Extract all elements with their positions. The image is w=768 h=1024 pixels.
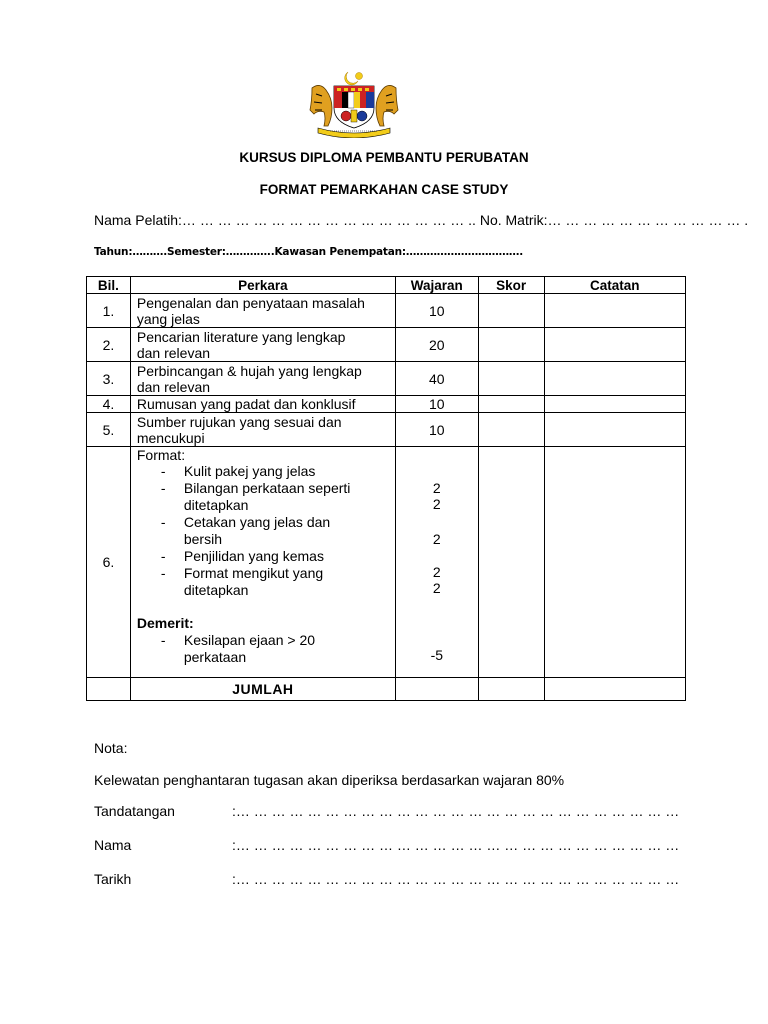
format-weights <box>395 447 478 678</box>
notes-cell[interactable] <box>544 294 686 328</box>
name-dots: :… … … … … … … … … … … … … … … … … … … … … … … … … <box>232 837 680 853</box>
bullet-dash: - <box>160 463 166 479</box>
demerit-label: Demerit: <box>136 615 194 631</box>
date-dots: :… … … … … … … … … … … … … … … … … … … … … … … … … <box>232 871 680 887</box>
trainee-name-matric-line: Nama Pelatih:… … … … … … … … … … … … … … … … .. No. Matrik:… … … … … … … … … … … . <box>94 212 749 228</box>
row-number: 3. <box>87 362 131 396</box>
course-title: KURSUS DIPLOMA PEMBANTU PERUBATAN <box>239 150 529 165</box>
notes-cell[interactable] <box>544 328 686 362</box>
row-number: 2. <box>87 328 131 362</box>
bullet-dash: - <box>160 632 166 648</box>
row-criterion <box>130 396 395 413</box>
total-empty-cell <box>87 678 131 701</box>
row-number: 6. <box>87 447 131 678</box>
row-number: 5. <box>87 413 131 447</box>
criterion-line: mencukupi <box>136 429 205 446</box>
weight-value: 2 <box>432 564 441 580</box>
score-cell[interactable] <box>478 328 544 362</box>
criterion-line: Perbincangan & hujah yang lengkap <box>136 362 362 379</box>
signature-dots: :… … … … … … … … … … … … … … … … … … … … … … … … … <box>232 803 680 819</box>
row-criterion <box>130 294 395 328</box>
format-item: bersih <box>183 531 222 547</box>
date-line[interactable] <box>94 871 679 887</box>
weight-value: 2 <box>432 580 441 596</box>
criterion-line: dan relevan <box>136 344 211 361</box>
score-cell[interactable] <box>478 362 544 396</box>
name-line[interactable] <box>94 837 679 853</box>
table-header-row <box>87 277 686 294</box>
notes-cell[interactable] <box>544 413 686 447</box>
format-item: ditetapkan <box>183 497 249 513</box>
name-label: Nama <box>94 837 132 853</box>
notes-cell[interactable] <box>544 362 686 396</box>
format-item: Bilangan perkataan seperti <box>183 480 351 496</box>
weight-value: 2 <box>432 531 441 547</box>
score-cell[interactable] <box>478 294 544 328</box>
date-label: Tarikh <box>94 871 132 887</box>
criterion-line: Sumber rujukan yang sesuai dan <box>136 413 342 430</box>
format-label: Format: <box>136 447 186 463</box>
header-skor: Skor <box>478 277 544 294</box>
table-row <box>87 396 686 413</box>
format-item: ditetapkan <box>183 582 249 598</box>
demerit-item: perkataan <box>183 649 247 665</box>
format-item: Kulit pakej yang jelas <box>183 463 316 479</box>
total-notes-cell[interactable] <box>544 678 686 701</box>
total-score-cell[interactable] <box>478 678 544 701</box>
row-weight: 40 <box>395 362 478 396</box>
table-row <box>87 413 686 447</box>
header-bil: Bil. <box>87 277 131 294</box>
row-criterion <box>130 413 395 447</box>
header-wajaran: Wajaran <box>395 277 478 294</box>
row-weight: 10 <box>395 396 478 413</box>
row-weight: 20 <box>395 328 478 362</box>
form-title: FORMAT PEMARKAHAN CASE STUDY <box>259 182 509 197</box>
total-row <box>87 678 686 701</box>
table-row <box>87 362 686 396</box>
demerit-item: Kesilapan ejaan > 20 <box>183 632 316 648</box>
weight-value: 2 <box>432 480 441 496</box>
row-criterion <box>130 362 395 396</box>
notes-cell[interactable] <box>544 447 686 678</box>
bullet-dash: - <box>160 565 166 581</box>
header-catatan: Catatan <box>544 277 686 294</box>
note-text: Kelewatan penghantaran tugasan akan diperiksa berdasarkan wajaran 80% <box>94 772 565 788</box>
format-criteria <box>130 447 395 678</box>
weight-value: -5 <box>430 647 444 663</box>
row-criterion <box>130 328 395 362</box>
coat-of-arms-emblem <box>304 68 404 138</box>
format-item: Cetakan yang jelas dan <box>183 514 331 530</box>
notes-cell[interactable] <box>544 396 686 413</box>
criterion-line: Rumusan yang padat dan konklusif <box>136 396 356 412</box>
table-row <box>87 294 686 328</box>
criterion-line: yang jelas <box>136 310 200 327</box>
criterion-line: Pengenalan dan penyataan masalah <box>136 294 365 311</box>
row-number: 4. <box>87 396 131 413</box>
header-perkara: Perkara <box>130 277 395 294</box>
format-item: Penjilidan yang kemas <box>183 548 324 564</box>
signature-line[interactable] <box>94 803 679 819</box>
row-weight: 10 <box>395 294 478 328</box>
bullet-dash: - <box>160 514 166 530</box>
note-heading: Nota: <box>94 740 128 756</box>
row-number: 1. <box>87 294 131 328</box>
weight-value: 2 <box>432 496 441 512</box>
score-cell[interactable] <box>478 396 544 413</box>
row-weight: 10 <box>395 413 478 447</box>
marking-table <box>86 276 686 701</box>
bullet-dash: - <box>160 480 166 496</box>
criterion-line: dan relevan <box>136 378 211 395</box>
format-item: Format mengikut yang <box>183 565 324 581</box>
criterion-line: Pencarian literature yang lengkap <box>136 328 346 345</box>
total-weight-cell[interactable] <box>395 678 478 701</box>
signature-label: Tandatangan <box>94 803 175 819</box>
score-cell[interactable] <box>478 447 544 678</box>
score-cell[interactable] <box>478 413 544 447</box>
total-label: JUMLAH <box>130 678 395 701</box>
table-row <box>87 328 686 362</box>
bullet-dash: - <box>160 548 166 564</box>
year-semester-placement-line: Tahun:……….Semester:…………..Kawasan Penempatan:……………………………. <box>94 246 523 258</box>
table-row-format <box>87 447 686 678</box>
